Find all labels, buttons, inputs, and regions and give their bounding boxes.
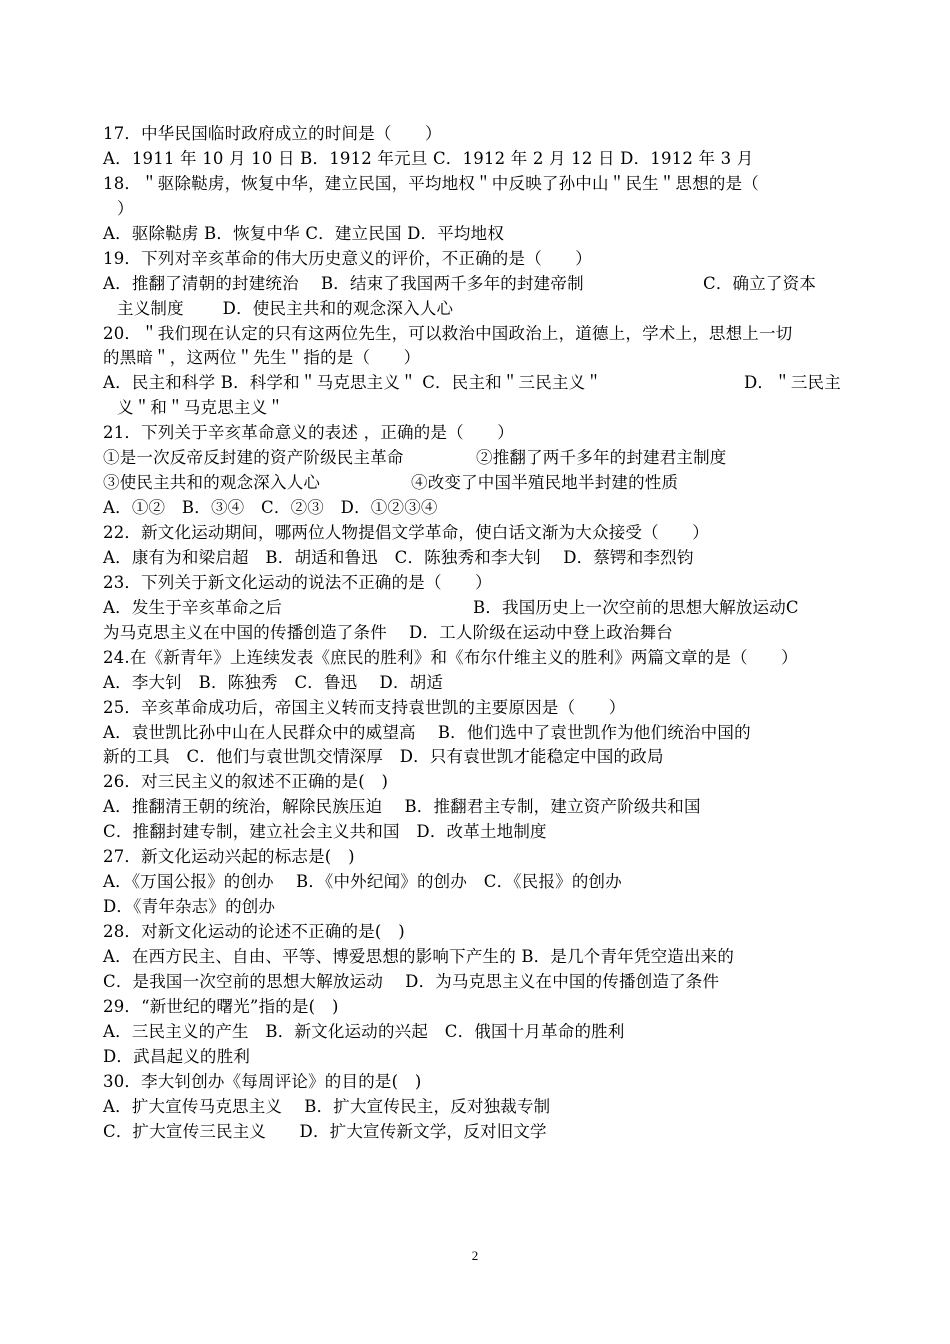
text-line xyxy=(103,446,850,471)
text-line xyxy=(103,172,850,197)
text-segment: A．民主和科学 B．科学和＂马克思主义＂ C．民主和＂三民主义＂ xyxy=(103,373,603,393)
text-segment: C．扩大宣传三民主义 D．扩大宣传新文学，反对旧文学 xyxy=(103,1121,547,1141)
text-segment: A．康有为和梁启超 B．胡适和鲁迅 C．陈独秀和李大钊 D．蔡锷和李烈钧 xyxy=(103,547,694,567)
text-segment: 29．“新世纪的曙光”指的是( ) xyxy=(103,996,339,1016)
text-line xyxy=(103,970,850,995)
text-segment: A．李大钊 B．陈独秀 C．鲁迅 D．胡适 xyxy=(103,672,444,692)
text-line xyxy=(103,471,850,496)
text-segment: C．推翻封建专制，建立社会主义共和国 D．改革土地制度 xyxy=(103,822,547,842)
page-number: 2 xyxy=(471,1248,479,1263)
text-segment: A．袁世凯比孙中山在人民群众中的威望高 B．他们选中了袁世凯作为他们统治中国的 xyxy=(103,722,751,742)
text-line xyxy=(103,396,850,421)
text-line xyxy=(103,671,850,696)
text-segment: C．是我国一次空前的思想大解放运动 D．为马克思主义在中国的传播创造了条件 xyxy=(103,971,720,991)
text-segment: B．我国历史上一次空前的思想大解放运动C xyxy=(473,597,799,617)
text-segment: ②推翻了两千多年的封建君主制度 xyxy=(476,448,727,468)
text-segment: 新的工具 C．他们与袁世凯交情深厚 D．只有袁世凯才能稳定中国的政局 xyxy=(103,747,664,767)
text-line xyxy=(103,1070,850,1095)
text-line xyxy=(103,1020,850,1045)
text-line xyxy=(103,895,850,920)
text-segment: ） xyxy=(117,198,134,218)
text-segment: 主义制度 D．使民主共和的观念深入人心 xyxy=(117,298,454,318)
text-segment: 26．对三民主义的叙述不正确的是( ) xyxy=(103,772,389,792)
text-line xyxy=(103,421,850,446)
text-segment: D．武昌起义的胜利 xyxy=(103,1046,251,1066)
text-line xyxy=(103,1120,850,1145)
text-segment: 17．中华民国临时政府成立的时间是（ ） xyxy=(103,124,442,143)
text-segment: A．①② B．③④ C．②③ D．①②③④ xyxy=(103,498,438,518)
text-line xyxy=(103,820,850,845)
text-line xyxy=(103,247,850,272)
text-line xyxy=(103,770,850,795)
text-line xyxy=(103,546,850,571)
text-segment: A．推翻清王朝的统治，解除民族压迫 B．推翻君主专制，建立资产阶级共和国 xyxy=(103,797,701,817)
text-line xyxy=(103,222,850,247)
text-line xyxy=(103,795,850,820)
text-segment: ①是一次反帝反封建的资产阶级民主革命 xyxy=(103,448,404,468)
text-line xyxy=(103,845,850,870)
text-segment: A．在西方民主、自由、平等、博爱思想的影响下产生的 B．是几个青年凭空造出来的 xyxy=(103,946,735,966)
text-line xyxy=(103,696,850,721)
text-line xyxy=(103,346,850,371)
text-segment: ④改变了中国半殖民地半封建的性质 xyxy=(411,473,679,493)
text-line xyxy=(103,920,850,945)
text-segment: D．＂三民主 xyxy=(744,373,841,393)
text-segment: A．推翻了清朝的封建统治 B．结束了我国两千多年的封建帝制 xyxy=(103,273,584,293)
text-line xyxy=(103,122,850,147)
text-line xyxy=(103,571,850,596)
text-segment: 为马克思主义在中国的传播创造了条件 D．工人阶级在运动中登上政治舞台 xyxy=(103,622,673,642)
text-line xyxy=(103,297,850,322)
text-line xyxy=(103,1095,850,1120)
text-segment: 25．辛亥革命成功后，帝国主义转而支持袁世凯的主要原因是（ ） xyxy=(103,697,626,717)
text-segment: 22．新文化运动期间，哪两位人物提倡文学革命，使白话文渐为大众接受（ ） xyxy=(103,523,709,542)
text-line xyxy=(103,521,850,546)
text-segment: ③使民主共和的观念深入人心 xyxy=(103,473,321,493)
text-segment: A．发生于辛亥革命之后 xyxy=(103,597,283,617)
text-line xyxy=(103,1045,850,1070)
text-segment: 24.在《新青年》上连续发表《庶民的胜利》和《布尔什维主义的胜利》两篇文章的是（ ） xyxy=(103,647,798,667)
text-segment: A．1911 年 10 月 10 日 B．1912 年元旦 C．1912 年 2 月 12 日 D．1912 年 3 月 xyxy=(103,148,754,168)
text-line xyxy=(103,721,850,746)
text-line xyxy=(103,646,850,671)
text-segment: 的黑暗＂，这两位＂先生＂指的是（ ） xyxy=(103,348,421,368)
text-segment: A．《万国公报》的创办 B．《中外纪闻》的创办 C．《民报》的创办 xyxy=(103,872,622,892)
text-segment: 27．新文化运动兴起的标志是( ) xyxy=(103,847,355,867)
text-segment: 30．李大钊创办《每周评论》的目的是( ) xyxy=(103,1071,422,1091)
text-line xyxy=(103,995,850,1020)
text-segment: 19．下列对辛亥革命的伟大历史意义的评价，不正确的是（ ） xyxy=(103,248,592,268)
text-line xyxy=(103,745,850,770)
text-segment: A．三民主义的产生 B．新文化运动的兴起 C．俄国十月革命的胜利 xyxy=(103,1021,625,1041)
text-line xyxy=(103,322,850,347)
text-segment: 义＂和＂马克思主义＂ xyxy=(117,398,284,418)
text-segment: A．扩大宣传马克思主义 B．扩大宣传民主，反对独裁专制 xyxy=(103,1096,551,1116)
text-segment: D．《青年杂志》的创办 xyxy=(103,897,276,917)
text-segment: 23．下列关于新文化运动的说法不正确的是（ ） xyxy=(103,572,492,592)
text-line xyxy=(103,496,850,521)
text-line xyxy=(103,945,850,970)
text-line xyxy=(103,870,850,895)
text-line xyxy=(103,596,850,621)
text-line xyxy=(103,371,850,396)
text-segment: C．确立了资本 xyxy=(703,273,817,293)
text-segment: A．驱除鞑虏 B．恢复中华 C．建立民国 D．平均地权 xyxy=(103,223,505,243)
text-line xyxy=(103,621,850,646)
text-segment: 18．＂驱除鞑虏，恢复中华，建立民国，平均地权＂中反映了孙中山＂民生＂思想的是（ xyxy=(103,173,759,193)
text-segment: 21．下列关于辛亥革命意义的表述 ，正确的是（ ） xyxy=(103,423,514,443)
text-line xyxy=(103,197,850,222)
text-segment: 20．＂我们现在认定的只有这两位先生，可以救治中国政治上，道德上，学术上，思想上一切 xyxy=(103,323,793,343)
text-line xyxy=(103,272,850,297)
text-segment: 28．对新文化运动的论述不正确的是( ) xyxy=(103,922,405,941)
text-line xyxy=(103,147,850,172)
question-list xyxy=(103,122,850,1144)
